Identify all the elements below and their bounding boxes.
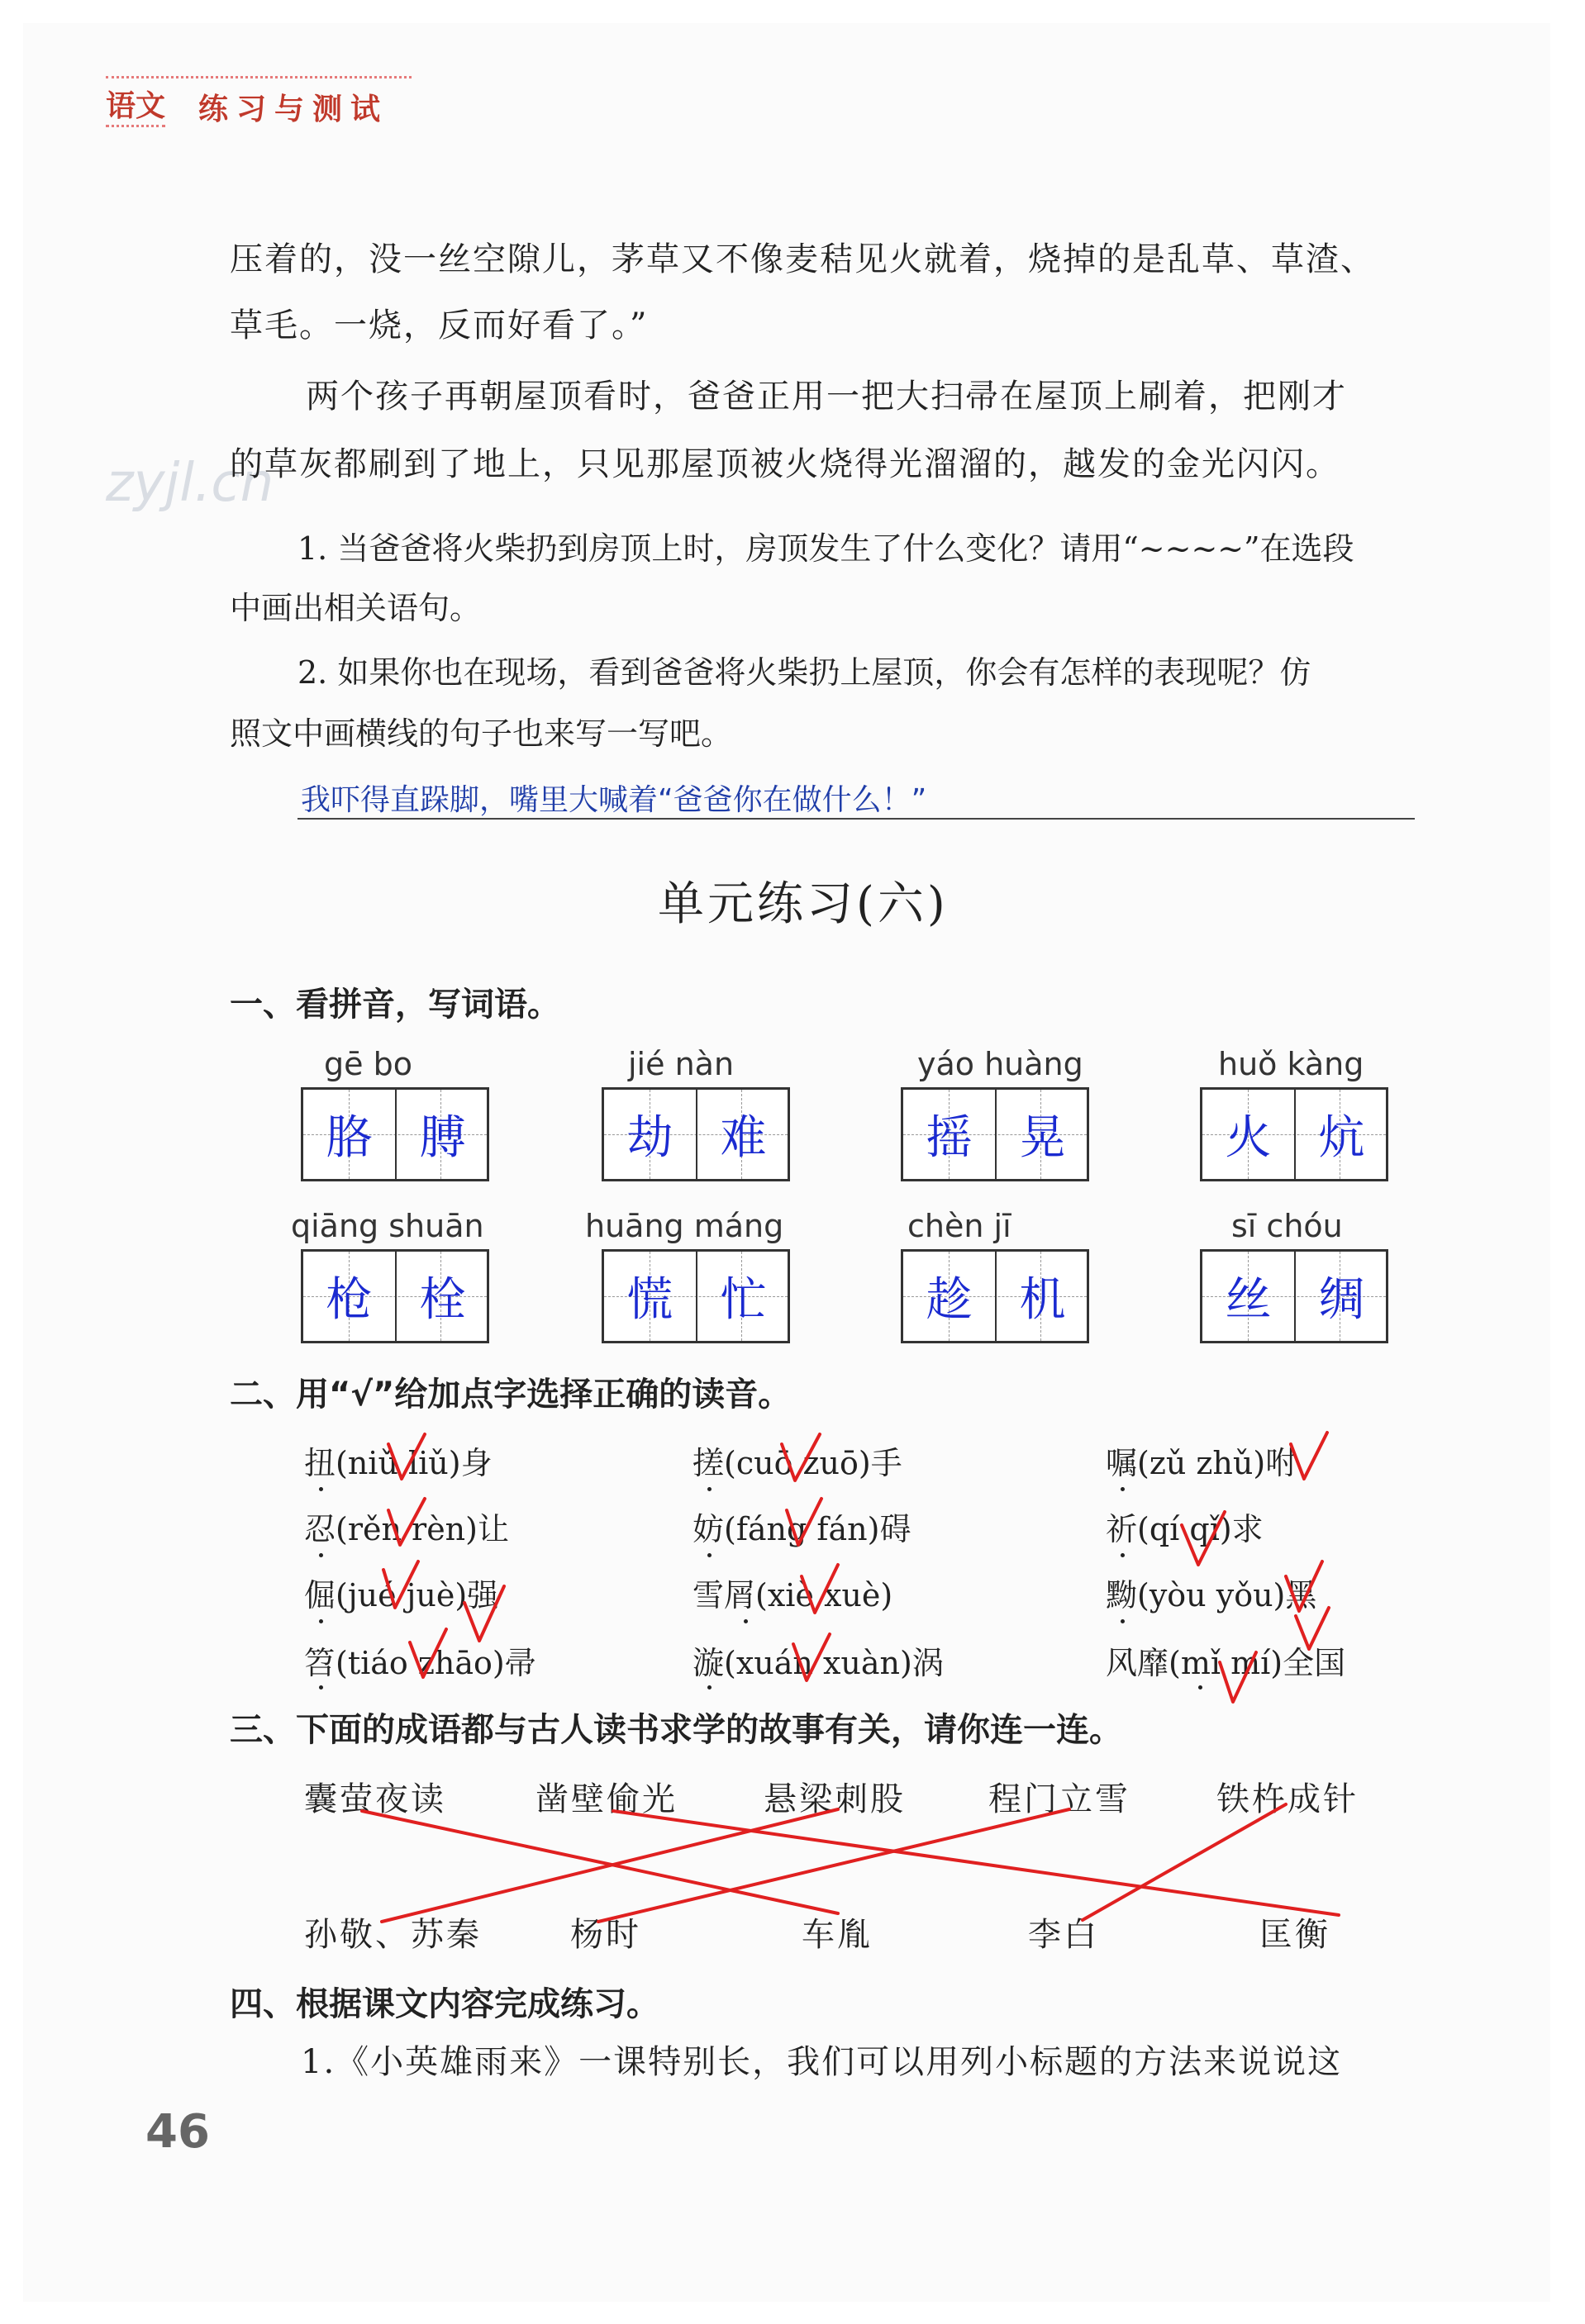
check-mark bbox=[388, 1499, 425, 1545]
answer-char: 炕 bbox=[1294, 1090, 1387, 1179]
pinyin-choice: 搓(cuō zuō)手 bbox=[693, 1445, 902, 1481]
check-mark bbox=[787, 1499, 821, 1545]
pinyin-choice: 漩(xuán xuàn)涡 bbox=[693, 1645, 944, 1681]
passage-line: 草毛。一烧，反而好看了。” bbox=[230, 307, 649, 345]
pinyin-label: chèn jī bbox=[907, 1208, 1011, 1244]
pinyin-choice: 笤(tiáo zhāo)帚 bbox=[304, 1645, 536, 1681]
header-subject: 语文 bbox=[106, 83, 165, 127]
answer-char: 晃 bbox=[995, 1090, 1088, 1179]
unit-title: 单元练习(六) bbox=[658, 877, 949, 931]
person-name: 匡衡 bbox=[1259, 1916, 1330, 1954]
answer-char: 火 bbox=[1225, 1111, 1272, 1165]
answer-char: 摇 bbox=[926, 1111, 973, 1165]
pinyin-label: sī chóu bbox=[1231, 1208, 1343, 1244]
idiom: 程门立雪 bbox=[988, 1780, 1130, 1818]
question-text: 照文中画横线的句子也来写一写吧。 bbox=[230, 715, 733, 752]
answer-char: 机 bbox=[995, 1252, 1088, 1341]
answer-char: 趁 bbox=[926, 1273, 973, 1327]
person-name: 车胤 bbox=[802, 1916, 873, 1954]
passage-line: 两个孩子再朝屋顶看时，爸爸正用一把大扫帚在屋顶上刷着，把刚才 bbox=[306, 378, 1347, 416]
pinyin-choice: 雪屑(xiè xuè) bbox=[693, 1577, 893, 1613]
handwritten-answer: 我吓得直跺脚，嘴里大喊着“爸爸你在做什么！” bbox=[301, 783, 927, 817]
answer-char: 绸 bbox=[1294, 1252, 1387, 1341]
check-mark bbox=[782, 1434, 820, 1480]
question-text: 1.《小英雄雨来》一课特别长，我们可以用列小标题的方法来说说这 bbox=[301, 2043, 1343, 2081]
answer-char: 膊 bbox=[395, 1090, 488, 1179]
match-line bbox=[613, 1811, 1339, 1915]
idiom: 悬梁刺股 bbox=[764, 1780, 906, 1818]
passage-line: 压着的，没一丝空隙儿，茅草又不像麦秸见火就着，烧掉的是乱草、草渣、 bbox=[230, 240, 1375, 278]
header-book-title: 练习与测试 bbox=[198, 93, 389, 126]
answer-char: 栓 bbox=[395, 1252, 488, 1341]
answer-char: 胳 bbox=[326, 1111, 373, 1165]
person-name: 李白 bbox=[1028, 1916, 1099, 1954]
check-mark bbox=[1220, 1652, 1256, 1702]
pinyin-label: gē bo bbox=[324, 1046, 412, 1082]
answer-char: 枪 bbox=[326, 1273, 373, 1327]
answer-char: 丝 bbox=[1225, 1273, 1272, 1327]
section-title: 二、用“√”给加点字选择正确的读音。 bbox=[230, 1376, 792, 1414]
check-mark bbox=[1291, 1433, 1327, 1479]
watermark: zyjl.cn bbox=[106, 453, 274, 514]
check-mark bbox=[793, 1634, 830, 1680]
pinyin-label: yáo huàng bbox=[917, 1046, 1083, 1082]
check-mark bbox=[383, 1561, 418, 1608]
pinyin-choice: 倔(jué juè)强 bbox=[304, 1577, 499, 1613]
pinyin-label: qiāng shuān bbox=[291, 1208, 484, 1244]
section-title: 四、根据课文内容完成练习。 bbox=[230, 1985, 659, 2023]
pinyin-choice: 妨(fáng fán)碍 bbox=[693, 1511, 911, 1547]
check-mark bbox=[1286, 1561, 1322, 1611]
check-mark bbox=[802, 1565, 838, 1613]
pinyin-choice: 风靡(mǐ mí)全国 bbox=[1106, 1645, 1346, 1681]
pinyin-label: huāng máng bbox=[585, 1208, 784, 1244]
check-mark bbox=[410, 1629, 446, 1677]
pinyin-label: huǒ kàng bbox=[1218, 1046, 1364, 1082]
section-title: 三、下面的成语都与古人读书求学的故事有关，请你连一连。 bbox=[230, 1711, 1122, 1749]
question-text: 1. 当爸爸将火柴扔到房顶上时，房顶发生了什么变化？请用“~~~~”在选段 bbox=[297, 530, 1354, 567]
question-text: 中画出相关语句。 bbox=[230, 590, 482, 626]
idiom: 囊萤夜读 bbox=[304, 1780, 446, 1818]
page-number: 46 bbox=[145, 2105, 210, 2159]
pinyin-choice: 祈(qí qǐ)求 bbox=[1106, 1511, 1264, 1547]
answer-char: 慌 bbox=[626, 1273, 674, 1327]
answer-char: 忙 bbox=[696, 1252, 789, 1341]
pinyin-choice: 嘱(zǔ zhǔ)咐 bbox=[1106, 1445, 1297, 1481]
match-line bbox=[382, 1809, 838, 1922]
pinyin-choice: 扭(niǔ liǔ)身 bbox=[304, 1445, 493, 1481]
check-mark bbox=[388, 1434, 425, 1479]
question-text: 2. 如果你也在现场，看到爸爸将火柴扔上屋顶，你会有怎样的表现呢？仿 bbox=[297, 654, 1311, 691]
pinyin-choice: 忍(rěn rèn)让 bbox=[304, 1511, 509, 1547]
check-mark bbox=[1296, 1608, 1329, 1649]
pinyin-label: jié nàn bbox=[628, 1046, 735, 1082]
idiom: 凿壁偷光 bbox=[535, 1780, 678, 1818]
person-name: 孙敬、苏秦 bbox=[304, 1916, 482, 1954]
check-mark bbox=[464, 1586, 504, 1641]
section-title: 一、看拼音，写词语。 bbox=[230, 986, 560, 1024]
pinyin-choice: 黝(yòu yǒu)黑 bbox=[1106, 1577, 1317, 1613]
answer-char: 难 bbox=[696, 1090, 789, 1179]
idiom: 铁杵成针 bbox=[1216, 1780, 1359, 1818]
check-mark bbox=[1182, 1512, 1225, 1565]
person-name: 杨时 bbox=[570, 1916, 641, 1954]
passage-line: 的草灰都刷到了地上，只见那屋顶被火烧得光溜溜的，越发的金光闪闪。 bbox=[230, 445, 1340, 483]
answer-char: 劫 bbox=[626, 1111, 674, 1165]
